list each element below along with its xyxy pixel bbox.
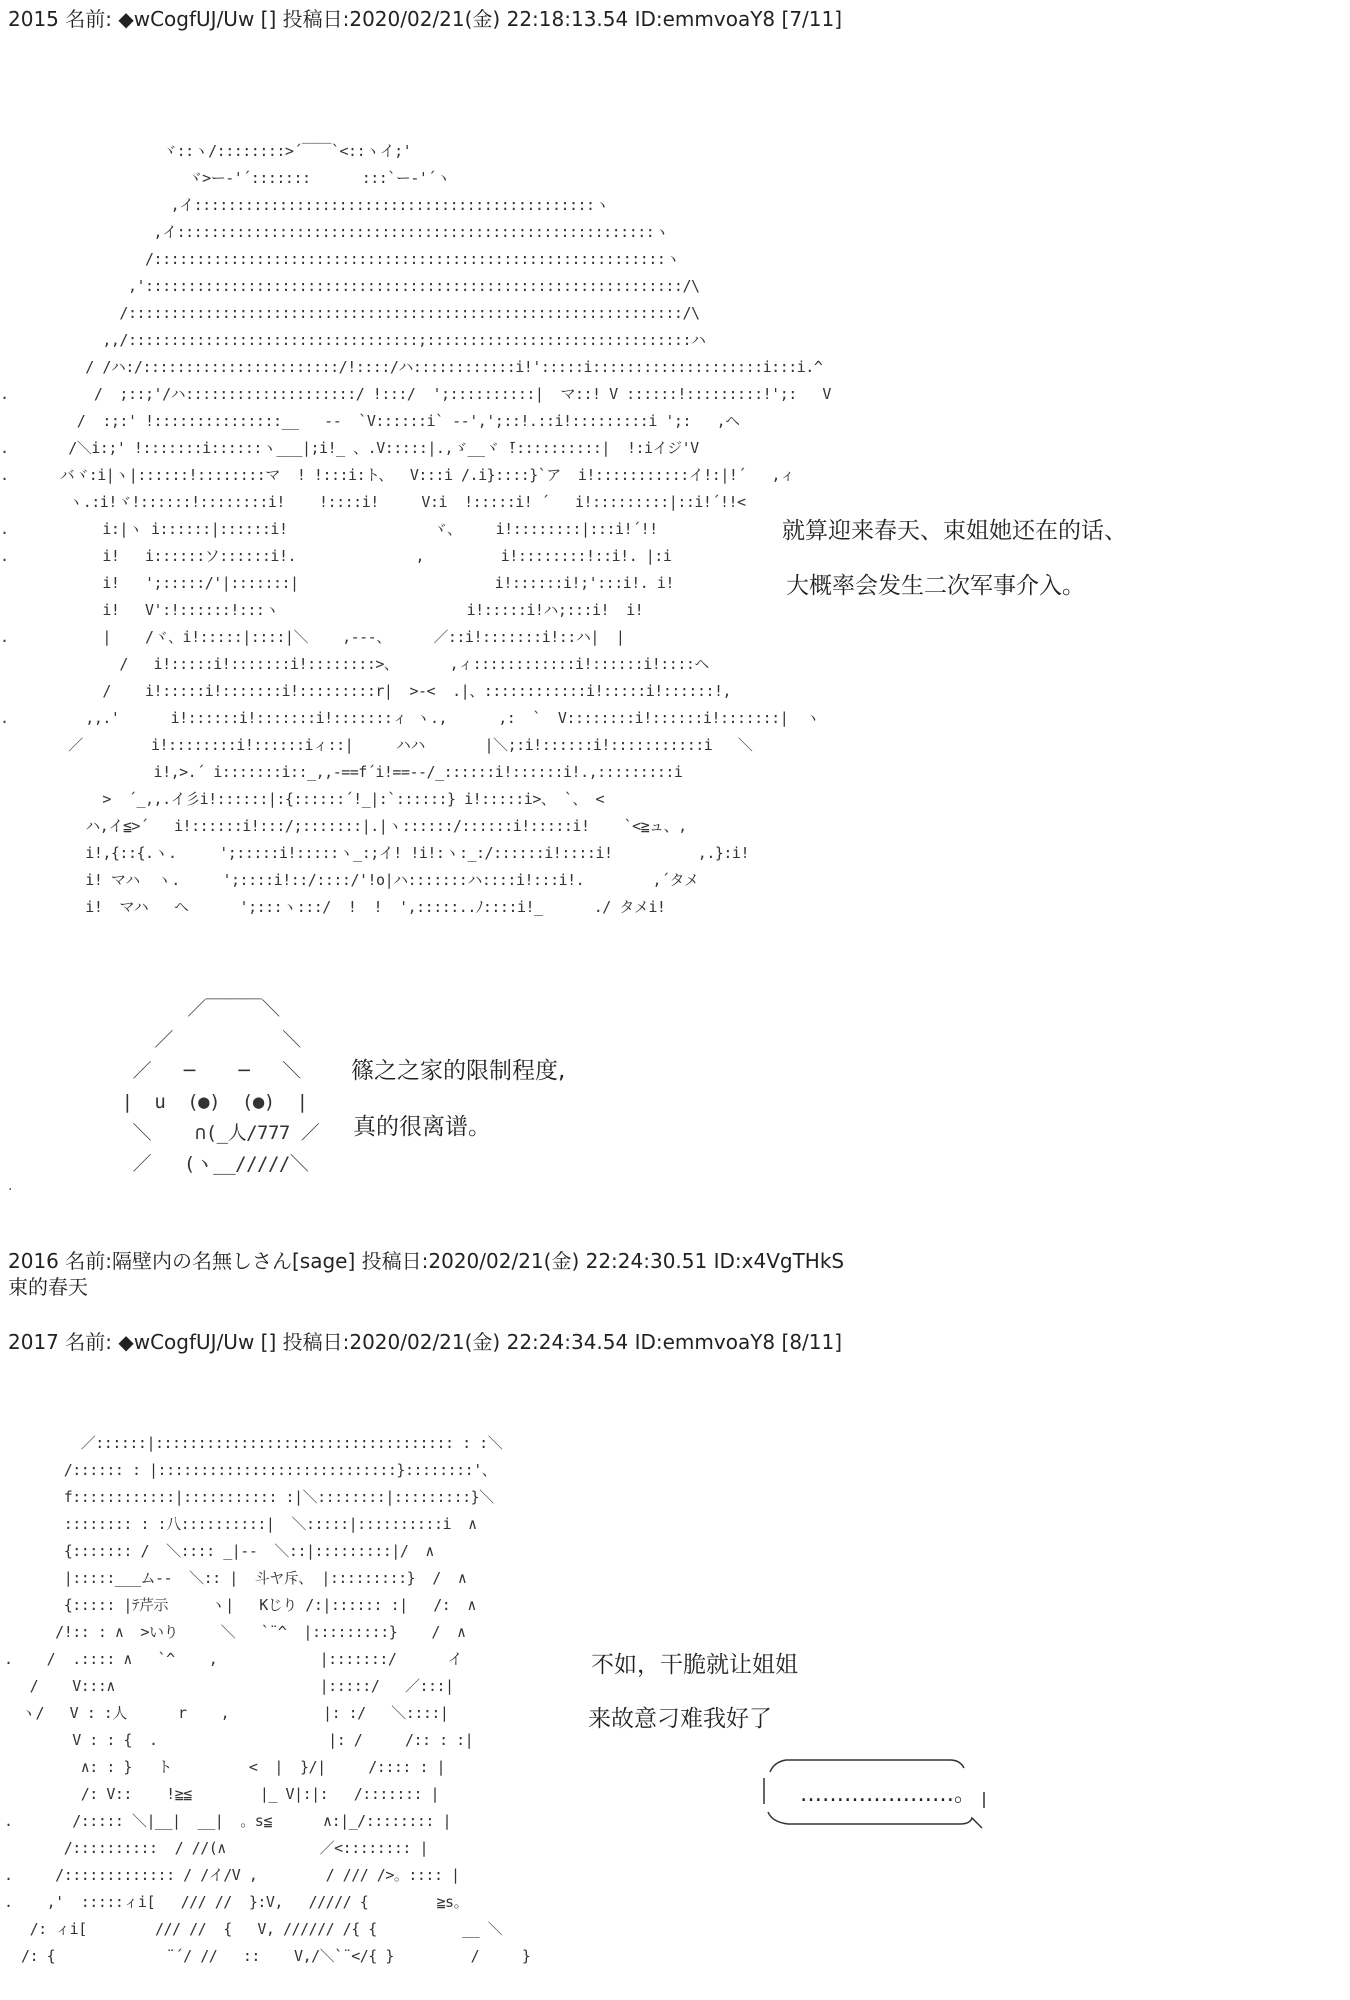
ascii-art-tabane: ヾ::ヽ/::::::::>´￣￣`<::ヽイ;' ヾ>ー‐'´::::::: :::`ー‐'´ヽ ,イ:::::::::::::::::::::::::::::::::::::::::::::::ヽ ,イ::::::::::::::::::::::::::::::::::::::::::::::::::::::::ヽ /::::::::::::::::::::::::::::::::::::::::::::::::::::::::::::ヽ ,':::::::::::::::::::::::::::::::::::::::::::::::::::::::::::::::/\ /:::::::::::::::::::::::::::::::::::::::::::::::::::::::::::::::::/\ ,,/::::::::::::::::::::::::::::::::::;:::::::::::::::::::::::::::::::ハ / /ハ:/:::::::::::::::::::::::/!::::/ハ::::::::::::i!':::::i::::::::::::::::::::i:::i.^ . / ;::;'/ハ::::::::::::::::::::/ !:::/ ';::::::::::| マ::! V ::::::!:::::::::!';: V / :;:' !:::::::::::::::__ ‐‐ `V::::::i` ‐‐',';::!.::i!:::::::::i ';: ,ヘ . /＼i:;' !:::::::i::::::ヽ___|;i!_ 、.V:::::|.,ゞ__ヾ ̄!::::::::::| !:iイジ'V . バヾ:i|ヽ|::::::!::::::::マ ! !:::i:ト、 V:::i /.i}::::}`ア i!:::::::::::イ!:|!´ ,ィ ヽ.:i!ヾ!::::::!::::::::i! !::::i! V:i !:::::i! ´ i!:::::::::|::i!´!!< . i:|ヽ i::::::|::::::i! ヾ、 i!::::::::|:::i!´!! . i! i::::::ソ::::::i!. , i!::::::::!::i!. |:i i! ';:::::/'|:::::::| i!::::::i!;':::i!. i! i! V':!::::::!:::ヽ i!:::::i!ハ;:::i! i! . | /ヾ、i!:::::|::::|＼ ,‐‐‐、 ／::i!:::::::i!::ハ| | / i!:::::i!:::::::i!::::::::>、 ,ィ::::::::::::i!::::::i!::::ヘ / i!:::::i!:::::::i!:::::::::r| >‐< .|、::::::::::::i!:::::i!::::::!, . ,,.' i!::::::i!:::::::i!:::::::ィ ヽ., ,: ` V::::::::i!::::::i!:::::::| ヽ ／ i!::::::::i!::::::iィ::| ハハ |＼;:i!::::::i!:::::::::::i ＼ i!,>.´ i:::::::i::_,,‐==f´i!==‐‐/_::::::i!::::::i!.,:::::::::i > ´_,,.イ彡i!::::::|:{::::::´!_|:`::::::} i!:::::i>、 `、 < ハ,イ≦>´ i!::::::i!:::/;:::::::|.|ヽ::::::/::::::i!:::::i! `<≧ュ、, i!,{::{.ヽ. ';:::::i!:::::ヽ_:;イ! !i!:ヽ:_:/::::::i!::::i! ,.}:i! i! マハ ヽ. ';::::i!::/::::/'!o|ハ:::::::ハ::::i!:::i!. ,´タメ i! マハ ヘ ';:::ヽ:::/ ! ! ',:::::..ﾉ::::i!_ ./ タメi! (0, 142, 831, 916)
post-header-2016: 2016 名前:隔壁内の名無しさん[sage] 投稿日:2020/02/21(金) 22:24:30.51 ID:x4VgTHkS (8, 1249, 845, 1273)
ascii-art-yukkuri: ／￣￣￣＼ ／ ＼ ／ ─ ─ ＼ | u (●) (●) | ＼ ∩(_人/777 ／ ／ (ヽ__/////＼ (121, 998, 320, 1175)
dialogue-line: 大概率会发生二次军事介入。 (786, 573, 1085, 599)
post-header-2017: 2017 名前: ◆wCogfUJ/Uw [] 投稿日:2020/02/21(金) 22:24:34.54 ID:emmvoaY8 [8/11] (8, 1330, 843, 1354)
speech-bubble-text: …………………。 (800, 1782, 977, 1807)
dialogue-line: 来故意刁难我好了 (588, 1706, 772, 1732)
speech-bubble (760, 1752, 986, 1836)
separator-dot: . (8, 1178, 13, 1194)
dialogue-line: 就算迎来春天、束姐她还在的话、 (782, 518, 1127, 544)
post-body: 束的春天 (8, 1275, 88, 1299)
dialogue-line: 篠之之家的限制程度, (351, 1058, 566, 1084)
dialogue-line: 真的很离谱。 (353, 1114, 491, 1140)
ascii-art-girl: ／::::::|::::::::::::::::::::::::::::::::::: : :＼ /:::::: : |::::::::::::::::::::::::::::}::::::::'、 f::::::::::::|::::::::::: :|＼::::::::|:::::::::}＼ :::::::: : :八::::::::::| ＼:::::|::::::::::i ∧ {::::::: / ＼:::: _|‐‐ ＼::|:::::::::|/ ∧ |:::::___ム‐‐ ＼:: | 斗ヤ斥、 |:::::::::} / ∧ {::::: |ﾃ芹示 ヽ| Kじり /:|:::::: :| /: ∧ /!:: : ∧ >いり ＼ `¨^ |:::::::::} / ∧ . / .:::: ∧ `^ , |:::::::/ イ / V:::∧ |:::::/ ／:::| ヽ/ V : :人 r , |: :/ ＼::::| V : : { . |: / /:: : :| ∧: : } ト < | }/| /:::: : | /: V:: !≧≦ |_ V|:|: /::::::: | . /::::: ＼|__| __| 。s≦ ∧:|_/:::::::: | /:::::::::: / //(∧ ／<:::::::: | . /::::::::::::: / /イ/V , / /// />。:::: | . ,' :::::ィi[ /// // }:V, ///// { ≧s。 /: ィi[ /// // { V, ////// /{ { __ ＼ /: { ¨´/ // :: V,/＼`¨</{ } / } (4, 1434, 531, 1965)
dialogue-line: 不如，干脆就让姐姐 (591, 1652, 798, 1678)
post-header-2015: 2015 名前: ◆wCogfUJ/Uw [] 投稿日:2020/02/21(金) 22:18:13.54 ID:emmvoaY8 [7/11] (8, 7, 843, 31)
